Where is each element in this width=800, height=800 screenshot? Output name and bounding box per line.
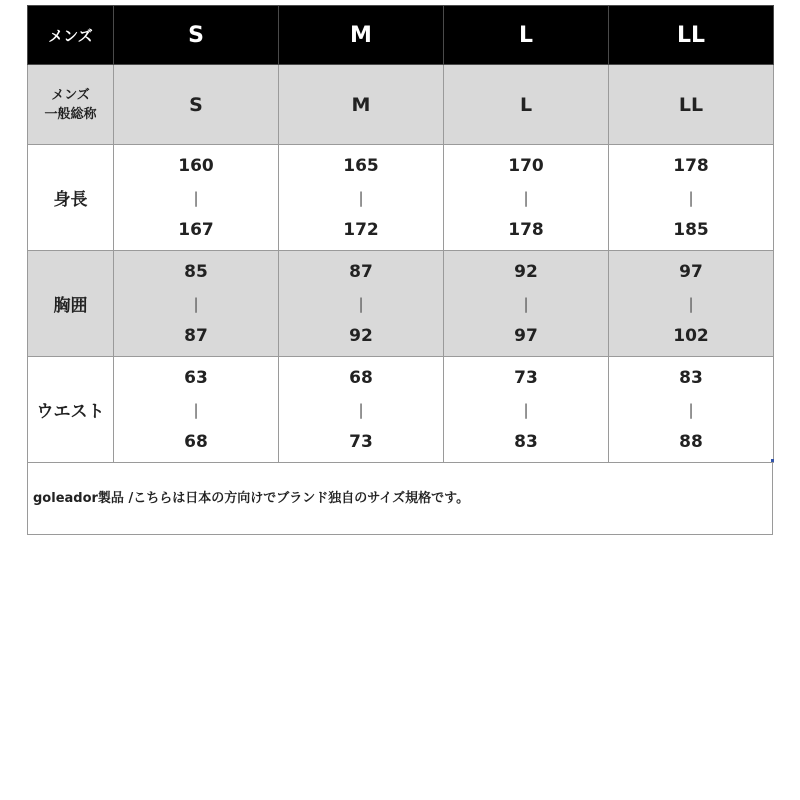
waist-row xyxy=(28,357,774,463)
height-label: 身長 xyxy=(28,145,114,251)
range-max: 73 xyxy=(349,431,373,452)
range-separator: | xyxy=(688,400,694,419)
general-size-l: L xyxy=(444,65,609,145)
range-min: 178 xyxy=(673,155,709,176)
range-max: 102 xyxy=(673,325,709,346)
range-separator: | xyxy=(193,400,199,419)
range-separator: | xyxy=(688,188,694,207)
range-separator: | xyxy=(358,294,364,313)
general-size-m: M xyxy=(279,65,444,145)
waist-label: ウエスト xyxy=(28,357,114,463)
general-size-ll: LL xyxy=(609,65,774,145)
chest-label: 胸囲 xyxy=(28,251,114,357)
header-size-ll: LL xyxy=(609,6,774,65)
chest-row xyxy=(28,251,774,357)
general-label xyxy=(28,65,114,145)
general-size-row xyxy=(28,65,774,145)
range-min: 92 xyxy=(514,261,538,282)
size-table xyxy=(27,5,774,463)
range-max: 167 xyxy=(178,219,214,240)
range-min: 83 xyxy=(679,367,703,388)
range-min: 87 xyxy=(349,261,373,282)
range-separator: | xyxy=(193,188,199,207)
range-max: 172 xyxy=(343,219,379,240)
header-size-l: L xyxy=(444,6,609,65)
header-label: メンズ xyxy=(28,6,114,65)
range-min: 170 xyxy=(508,155,544,176)
range-min: 63 xyxy=(184,367,208,388)
height-cell-s xyxy=(114,145,279,251)
footnote-box xyxy=(27,463,773,535)
range-max: 68 xyxy=(184,431,208,452)
range-max: 87 xyxy=(184,325,208,346)
header-size-s: S xyxy=(114,6,279,65)
range-separator: | xyxy=(523,400,529,419)
range-separator: | xyxy=(523,188,529,207)
waist-cell-m xyxy=(279,357,444,463)
height-cell-m xyxy=(279,145,444,251)
general-label-line1: メンズ xyxy=(51,87,90,103)
range-separator: | xyxy=(193,294,199,313)
height-cell-l xyxy=(444,145,609,251)
height-row xyxy=(28,145,774,251)
header-row xyxy=(28,6,774,65)
waist-cell-s xyxy=(114,357,279,463)
range-separator: | xyxy=(358,400,364,419)
chest-cell-m xyxy=(279,251,444,357)
height-cell-ll xyxy=(609,145,774,251)
range-separator: | xyxy=(523,294,529,313)
range-max: 83 xyxy=(514,431,538,452)
waist-cell-l xyxy=(444,357,609,463)
range-min: 165 xyxy=(343,155,379,176)
header-size-m: M xyxy=(279,6,444,65)
range-min: 68 xyxy=(349,367,373,388)
chest-cell-l xyxy=(444,251,609,357)
chest-cell-ll xyxy=(609,251,774,357)
range-min: 97 xyxy=(679,261,703,282)
range-min: 85 xyxy=(184,261,208,282)
footnote-text: goleador製品 /こちらは日本の方向けでブランド独自のサイズ規格です。 xyxy=(33,491,470,506)
chest-cell-s xyxy=(114,251,279,357)
selection-handle xyxy=(771,459,774,462)
range-max: 185 xyxy=(673,219,709,240)
waist-cell-ll xyxy=(609,357,774,463)
range-separator: | xyxy=(688,294,694,313)
range-separator: | xyxy=(358,188,364,207)
range-max: 97 xyxy=(514,325,538,346)
general-label-line2: 一般総称 xyxy=(44,106,97,122)
range-min: 160 xyxy=(178,155,214,176)
range-max: 88 xyxy=(679,431,703,452)
general-size-s: S xyxy=(114,65,279,145)
size-chart xyxy=(27,5,773,535)
range-min: 73 xyxy=(514,367,538,388)
range-max: 178 xyxy=(508,219,544,240)
range-max: 92 xyxy=(349,325,373,346)
